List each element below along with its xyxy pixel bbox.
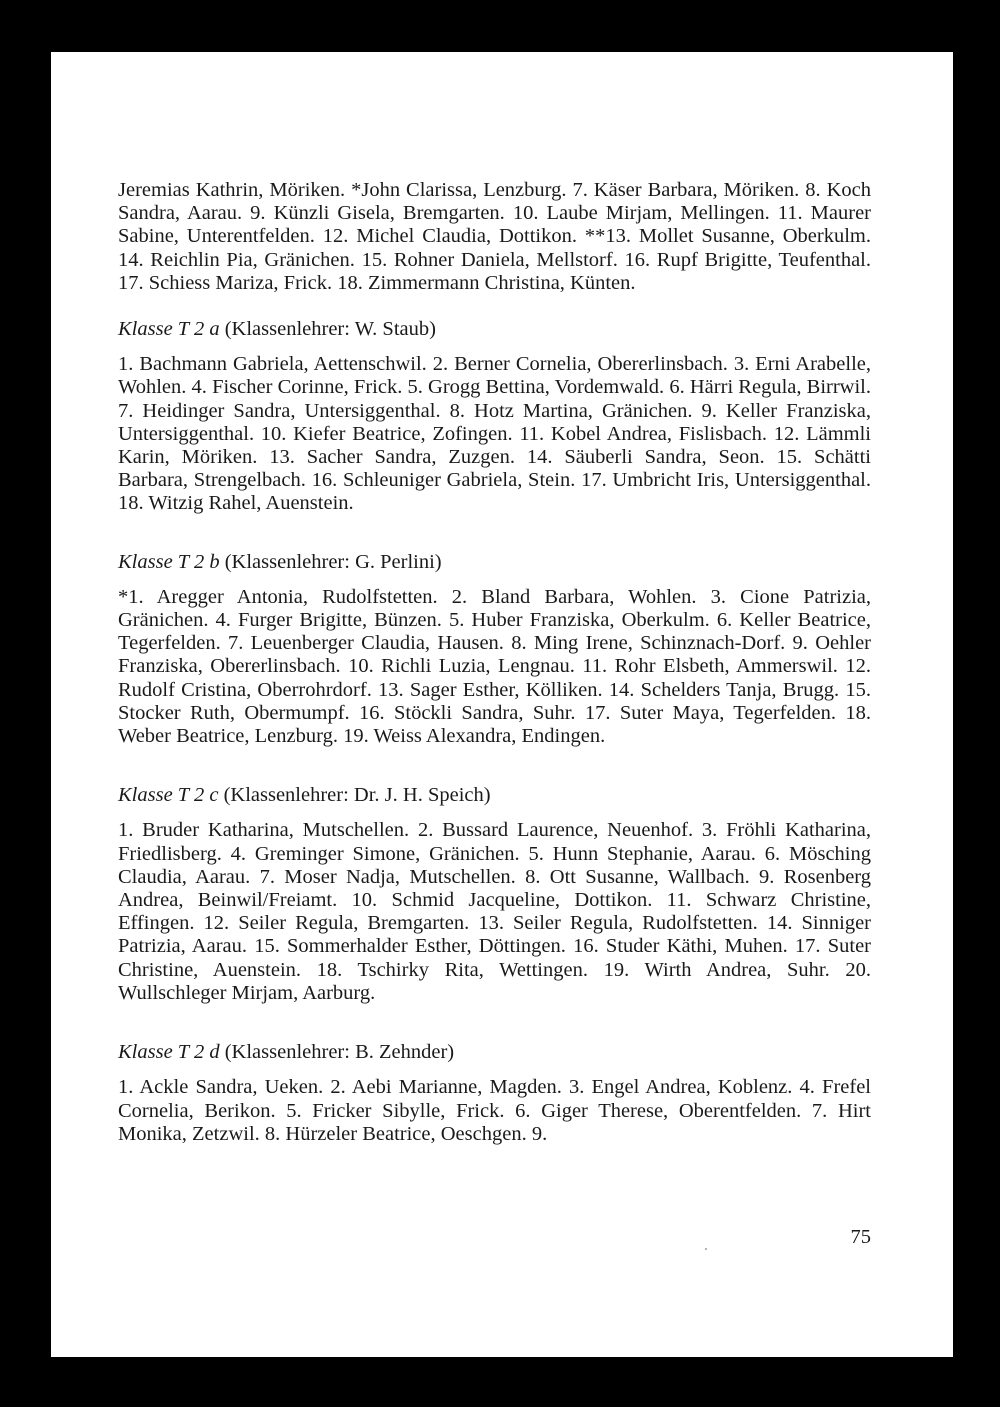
- intro-paragraph: Jeremias Kathrin, Möriken. *John Clarissa, Lenzburg. 7. Käser Barbara, Möriken. 8. Koch Sandra, Aarau. 9. Künzli Gisela, Bremgarten. 10. Laube Mirjam, Mellingen. 11. Maurer Sabine, Unterentfelden. 12. Michel Claudia, Dottikon. **13. Mollet Susanne, Oberkulm. 14. Reichlin Pia, Gränichen. 15. Rohner Daniela, Mellstorf. 16. Rupf Brigitte, Teufenthal. 17. Schiess Mariza, Frick. 18. Zimmermann Christina, Künten.: [118, 179, 871, 294]
- page-number: 75: [850, 1226, 871, 1248]
- section-heading-t2b: [118, 551, 871, 574]
- teacher-label: (Klassenlehrer: B. Zehnder): [224, 1041, 455, 1064]
- print-speck: [705, 1248, 707, 1250]
- class-label: Klasse T 2 b: [118, 550, 220, 573]
- section-heading-t2a: [118, 318, 871, 341]
- class-label: Klasse T 2 a: [118, 318, 220, 341]
- teacher-label: (Klassenlehrer: W. Staub): [224, 318, 436, 341]
- teacher-label: (Klassenlehrer: Dr. J. H. Speich): [223, 784, 491, 807]
- section-heading-t2c: [118, 784, 871, 807]
- section-list-t2b: *1. Aregger Antonia, Rudolfstetten. 2. Bland Barbara, Wohlen. 3. Cione Patrizia, Gränichen. 4. Furger Brigitte, Bünzen. 5. Huber Franziska, Oberkulm. 6. Keller Beatrice, Tegerfelden. 7. Leuenberger Claudia, Hausen. 8. Ming Irene, Schinznach-Dorf. 9. Oehler Franziska, Obererlinsbach. 10. Richli Luzia, Lengnau. 11. Rohr Elsbeth, Ammerswil. 12. Rudolf Cristina, Oberrohrdorf. 13. Sager Esther, Kölliken. 14. Schelders Tanja, Brugg. 15. Stocker Ruth, Obermumpf. 16. Stöckli Sandra, Suhr. 17. Suter Maya, Tegerfelden. 18. Weber Beatrice, Lenzburg. 19. Weiss Alexandra, Endingen.: [118, 585, 871, 748]
- section-list-t2c: 1. Bruder Katharina, Mutschellen. 2. Bussard Laurence, Neuenhof. 3. Fröhli Katharina, Friedlisberg. 4. Greminger Simone, Gränichen. 5. Hunn Stephanie, Aarau. 6. Mösching Claudia, Aarau. 7. Moser Nadja, Mutschellen. 8. Ott Susanne, Wallbach. 9. Rosenberg Andrea, Beinwil/Freiamt. 10. Schmid Jacqueline, Dottikon. 11. Schwarz Christine, Effingen. 12. Seiler Regula, Bremgarten. 13. Seiler Regula, Rudolfstetten. 14. Sinniger Patrizia, Aarau. 15. Sommerhalder Esther, Döttingen. 16. Studer Käthi, Muhen. 17. Suter Christine, Auenstein. 18. Tschirky Rita, Wettingen. 19. Wirth Andrea, Suhr. 20. Wullschleger Mirjam, Aarburg.: [118, 819, 871, 1004]
- page-sheet: [51, 52, 953, 1357]
- section-list-t2a: 1. Bachmann Gabriela, Aettenschwil. 2. Berner Cornelia, Obererlinsbach. 3. Erni Arabelle, Wohlen. 4. Fischer Corinne, Frick. 5. Grogg Bettina, Vordemwald. 6. Härri Regula, Birrwil. 7. Heidinger Sandra, Untersiggenthal. 8. Hotz Martina, Gränichen. 9. Keller Franziska, Untersiggenthal. 10. Kiefer Beatrice, Zofingen. 11. Kobel Andrea, Fislisbach. 12. Lämmli Karin, Möriken. 13. Sacher Sandra, Zuzgen. 14. Säuberli Sandra, Seon. 15. Schätti Barbara, Strengelbach. 16. Schleuniger Gabriela, Stein. 17. Umbricht Iris, Untersiggenthal. 18. Witzig Rahel, Auenstein.: [118, 353, 871, 515]
- teacher-label: (Klassenlehrer: G. Perlini): [224, 550, 442, 573]
- section-list-t2d: 1. Ackle Sandra, Ueken. 2. Aebi Marianne, Magden. 3. Engel Andrea, Koblenz. 4. Frefel Cornelia, Berikon. 5. Fricker Sibylle, Frick. 6. Giger Therese, Oberentfelden. 7. Hirt Monika, Zetzwil. 8. Hürzeler Beatrice, Oeschgen. 9.: [118, 1076, 871, 1145]
- section-heading-t2d: [118, 1041, 871, 1064]
- class-label: Klasse T 2 d: [118, 1041, 220, 1064]
- class-label: Klasse T 2 c: [118, 784, 219, 807]
- text-column: [118, 124, 871, 1146]
